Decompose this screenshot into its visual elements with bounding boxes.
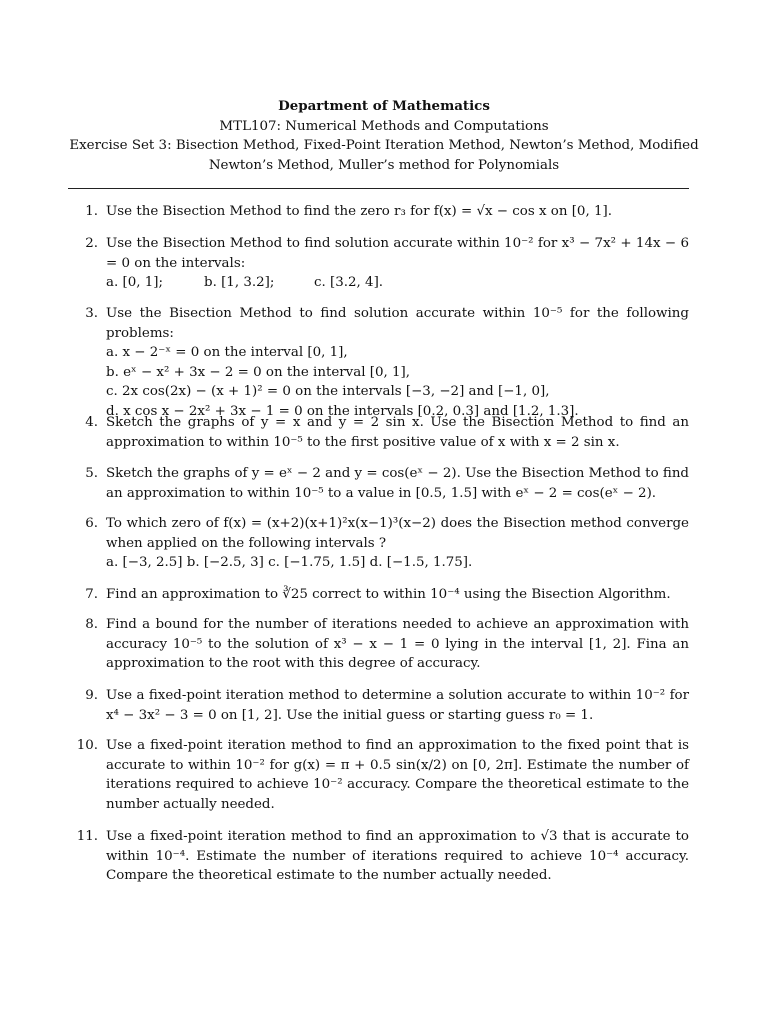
problem-number: 2. (85, 236, 98, 251)
problem-6 (76, 514, 689, 573)
problem-number: 1. (85, 204, 98, 219)
problem-text: Use the Bisection Method to find solution accurate within 10⁻² for x³ − 7x² + 14x − 6 = 0 on the intervals: (106, 236, 689, 271)
problem-text: Use the Bisection Method to find the zero r₃ for f(x) = √x − cos x on [0, 1]. (106, 204, 612, 219)
document-header (40, 97, 728, 175)
problem-text: Find an approximation to ∛25 correct to within 10⁻⁴ using the Bisection Algorithm. (106, 587, 671, 602)
option-c: c. [3.2, 4]. (314, 275, 384, 291)
problem-11 (76, 827, 689, 886)
option-b: b. [1, 3.2]; (204, 275, 275, 291)
problem-part-b: b. eˣ − x² + 3x − 2 = 0 on the interval [0, 1], (106, 364, 410, 380)
problem-1 (76, 202, 689, 222)
problem-text: Use a fixed-point iteration method to determine a solution accurate to within 10⁻² for x⁴ − 3x² − 3 = 0 on [1, 2]. Use the initial guess or starting guess r₀ = 1. (106, 688, 689, 723)
option-a: a. [0, 1]; (106, 275, 164, 291)
course-title: MTL107: Numerical Methods and Computations (219, 118, 549, 134)
problem-2 (76, 234, 689, 293)
problem-text: Use the Bisection Method to find solution accurate within 10⁻⁵ for the following problems: (106, 306, 689, 341)
header-divider (68, 188, 689, 189)
problem-8 (76, 615, 689, 674)
problem-part-c: c. 2x cos(2x) − (x + 1)² = 0 on the intervals [−3, −2] and [−1, 0], (106, 384, 550, 400)
problem-text: Sketch the graphs of y = x and y = 2 sin x. Use the Bisection Method to find an approximation to within 10⁻⁵ to the first positive value of x with x = 2 sin x. (106, 415, 689, 450)
department-title: Department of Mathematics (278, 98, 490, 114)
problem-3 (76, 304, 689, 422)
problem-number: 3. (85, 306, 98, 321)
problem-9 (76, 686, 689, 725)
problem-text: To which zero of f(x) = (x+2)(x+1)²x(x−1)³(x−2) does the Bisection method converge when applied on the following intervals ? (106, 516, 689, 551)
problem-number: 11. (76, 829, 98, 844)
problem-7 (76, 585, 689, 605)
problem-part-a: a. x − 2⁻ˣ = 0 on the interval [0, 1], (106, 345, 348, 361)
problem-4 (76, 413, 689, 452)
problem-text: Use a fixed-point iteration method to find an approximation to the fixed point that is accurate to within 10⁻² for g(x) = π + 0.5 sin(x/2) on [0, 2π]. Estimate the number of iterations required to achieve 10⁻² accuracy. Compare the theoretical estimate to the number actually needed. (106, 738, 689, 812)
problem-number: 8. (85, 617, 98, 632)
problem-5 (76, 464, 689, 503)
problem-intervals: a. [−3, 2.5] b. [−2.5, 3] c. [−1.75, 1.5] d. [−1.5, 1.75]. (106, 555, 473, 571)
problem-number: 9. (85, 688, 98, 703)
problem-text: Find a bound for the number of iterations needed to achieve an approximation with accuracy 10⁻⁵ to the solution of x³ − x − 1 = 0 lying in the interval [1, 2]. Fina an approximation to the root with this degree of accuracy. (106, 617, 689, 672)
problem-number: 7. (85, 587, 98, 602)
problem-text: Sketch the graphs of y = eˣ − 2 and y = cos(eˣ − 2). Use the Bisection Method to find an approximation to within 10⁻⁵ to a value in [0.5, 1.5] with eˣ − 2 = cos(eˣ − 2). (106, 466, 690, 501)
problem-number: 6. (85, 516, 98, 531)
exercise-title-line2: Newton’s Method, Muller’s method for Polynomials (208, 157, 560, 173)
exercise-title-line1: Exercise Set 3: Bisection Method, Fixed-Point Iteration Method, Newton’s Method, Modified (69, 138, 699, 154)
problem-number: 4. (85, 415, 98, 430)
problem-text: Use a fixed-point iteration method to find an approximation to √3 that is accurate to within 10⁻⁴. Estimate the number of iterations required to achieve 10⁻⁴ accuracy. Compare the theoretical estimate to the number actually needed. (106, 829, 689, 884)
problem-number: 10. (76, 738, 98, 753)
problem-10 (76, 736, 689, 814)
problem-number: 5. (85, 466, 98, 481)
problem-options (106, 273, 689, 293)
problem-part-d: d. x cos x − 2x² + 3x − 1 = 0 on the intervals [0.2, 0.3] and [1.2, 1.3]. (106, 403, 579, 419)
